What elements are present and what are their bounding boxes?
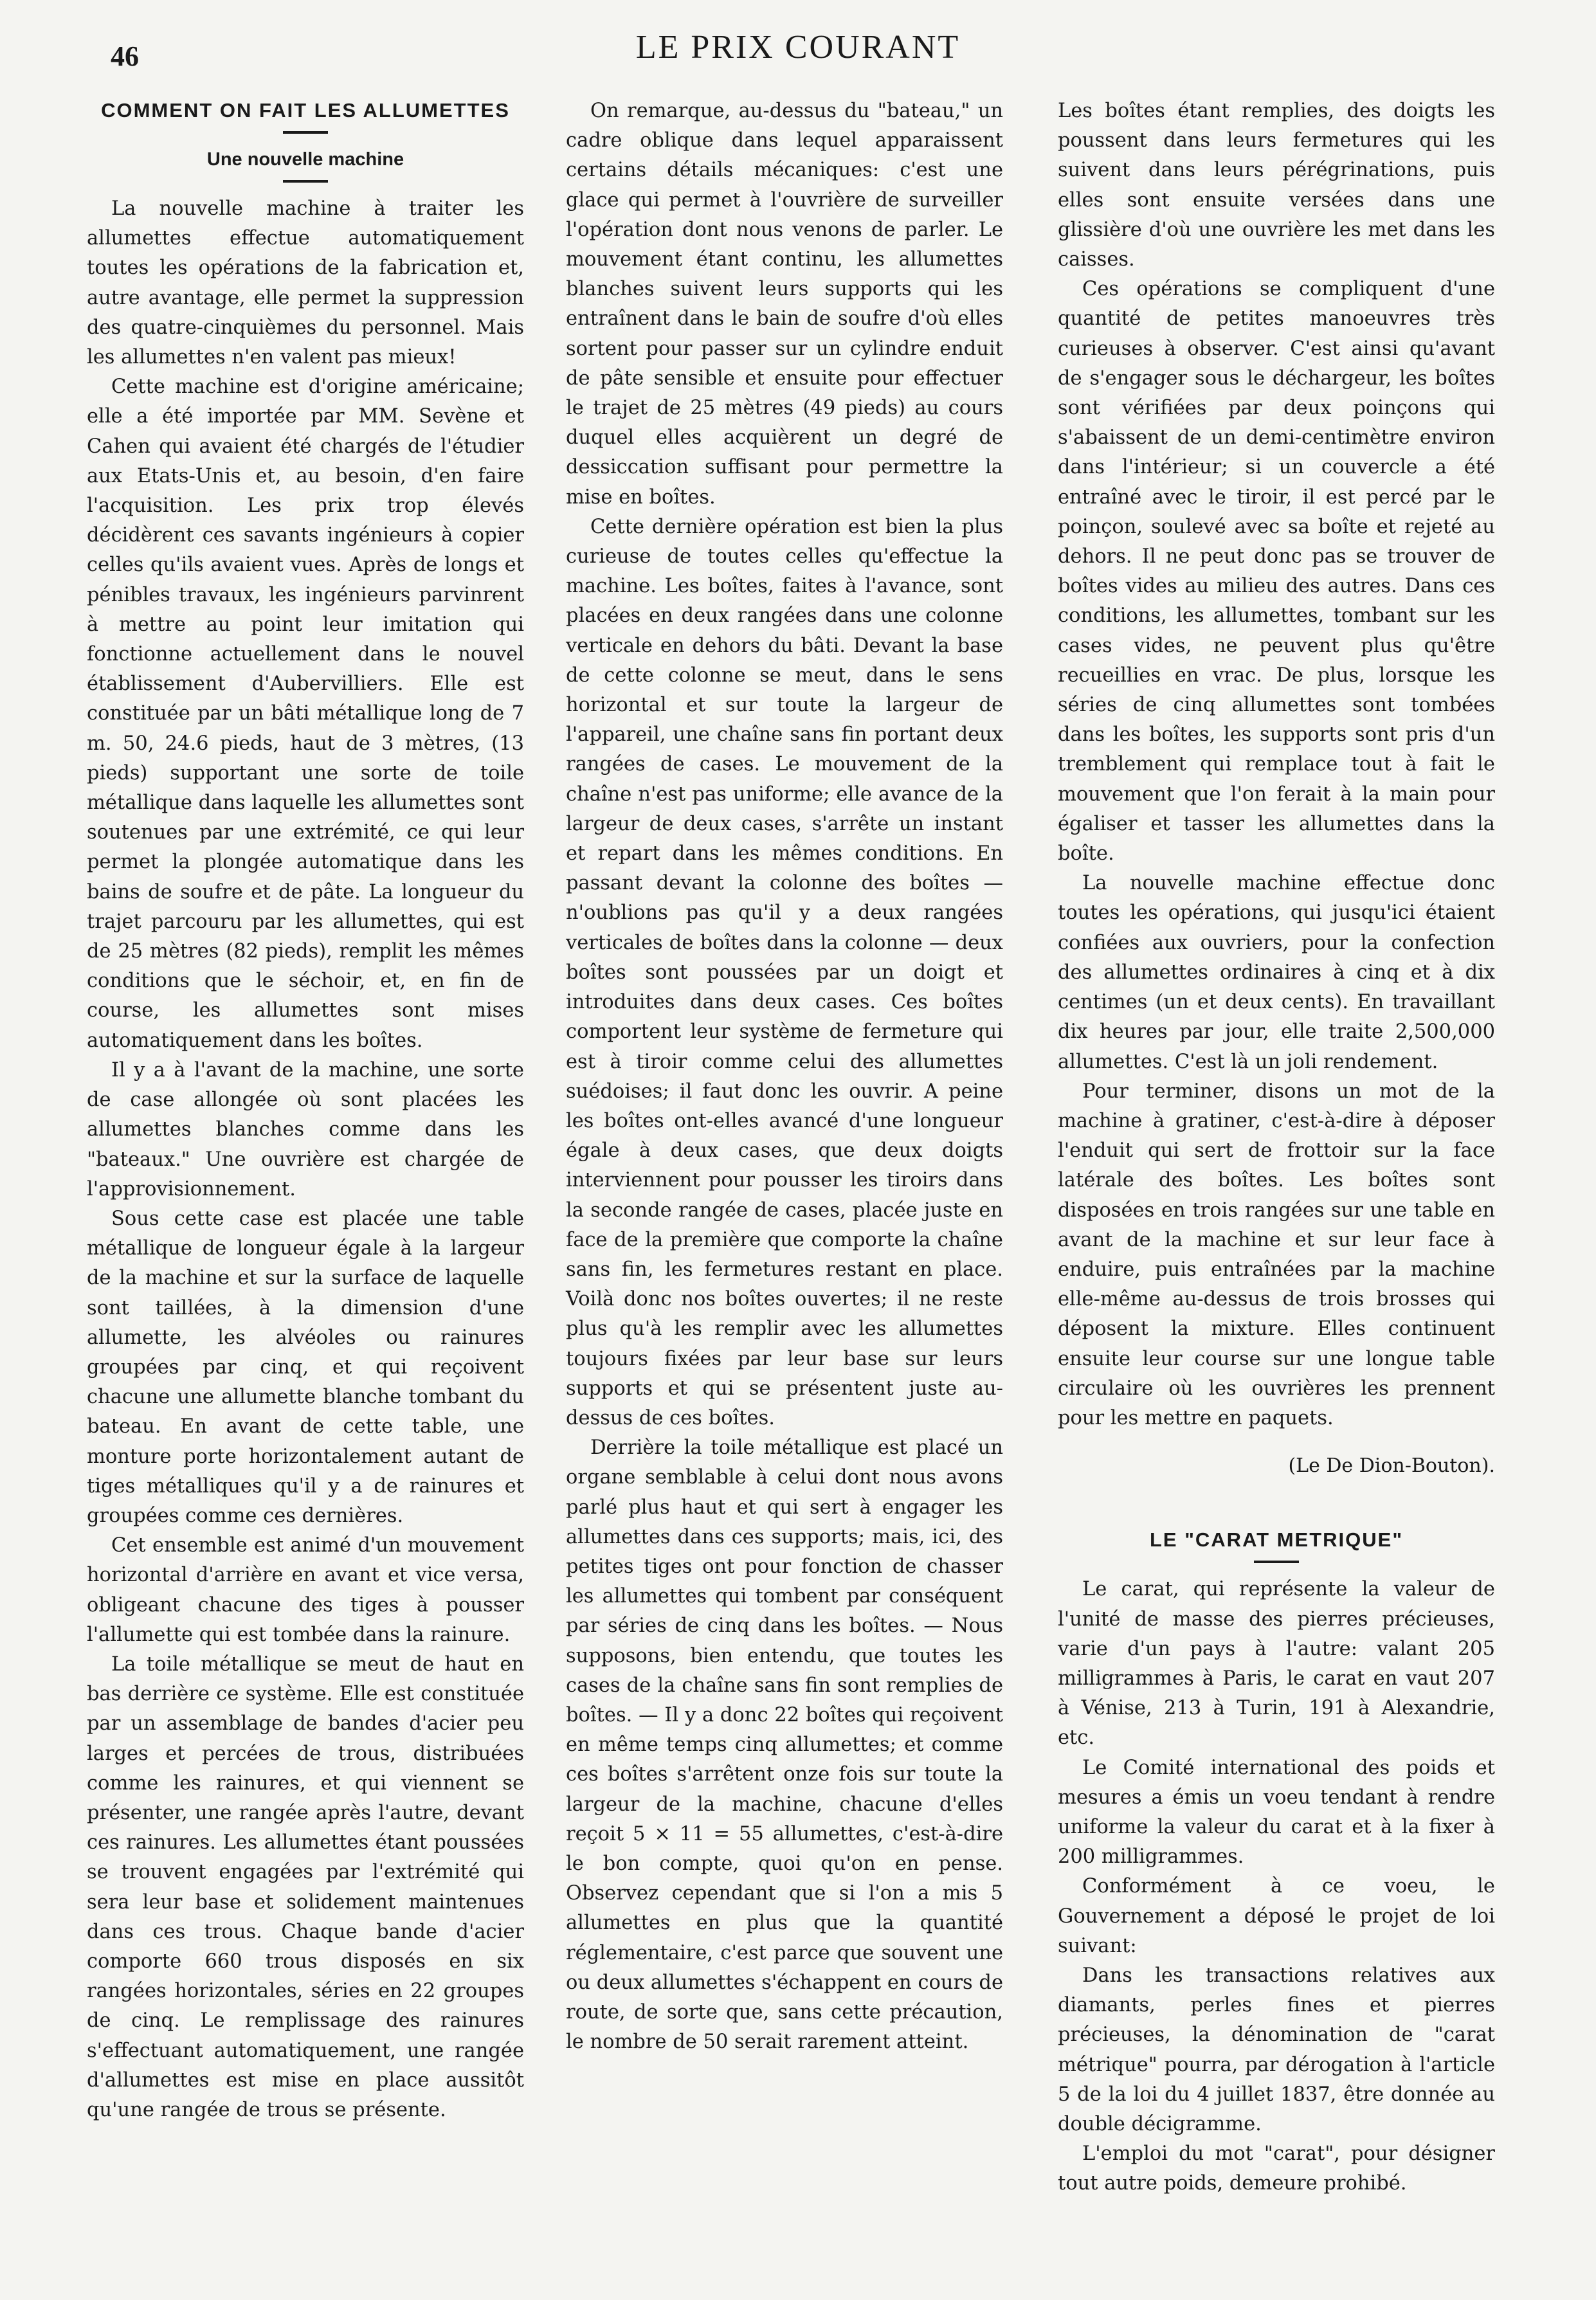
- column-3: [1058, 96, 1495, 2199]
- paragraph: Dans les transactions relatives aux diamants, perles fines et pierres précieuses, la dénomination de "carat métrique" pourra, par dérogation à l'article 5 de la loi du 4 juillet 1837, être donnée au double décigramme.: [1058, 1964, 1495, 2135]
- paragraph: Ces opérations se compliquent d'une quantité de petites manoeuvres très curieuses à observer. C'est ainsi qu'avant de s'engager sous le déchargeur, les boîtes sont vérifiées par deux poinçons qui s'abaissent de un demi-centimètre environ dans l'intérieur; si un couvercle a été entraîné avec le tiroir, il est percé par le poinçon, soulevé avec sa boîte et rejeté au dehors. Il ne peut donc pas se trouver de boîtes vides au milieu des autres. Dans ces conditions, les allumettes, tombant sur les cases vides, ne peuvent plus qu'être recueillies en vrac. De plus, lorsque les séries de cinq allumettes sont tombées dans les boîtes, les supports sont pris d'un tremblement qui remplace tout à fait le mouvement que l'on ferait à la main pour égaliser et tasser les allumettes dans la boîte.: [1058, 278, 1495, 865]
- subtitle-rule: [283, 180, 328, 183]
- masthead: LE PRIX COURANT: [635, 29, 961, 66]
- column-1: [87, 96, 524, 2125]
- paragraph: L'emploi du mot "carat", pour désigner tout autre poids, demeure prohibé.: [1058, 2142, 1495, 2195]
- title-rule: [1254, 1561, 1299, 1563]
- article-signature: (Le De Dion-Bouton).: [1288, 1454, 1495, 1478]
- paragraph: Cette dernière opération est bien la plus curieuse de toutes celles qu'effectue la machine. Les boîtes, faites à l'avance, sont placées en deux rangées dans une colonne verticale en dehors du bâti. Devant la base de cette colonne se meut, dans le sens horizontal et sur toute la largeur de l'appareil, une chaîne sans fin portant deux rangées de cases. Le mouvement de la chaîne n'est pas uniforme; elle avance de la largeur de deux cases, s'arrête un instant et repart dans les mêmes conditions. En passant devant la colonne des boîtes — n'oublions pas qu'il y a deux rangées verticales de boîtes dans la colonne — deux boîtes sont poussées par un doigt et introduites dans deux cases. Ces boîtes comportent leur système de fermeture qui est à tiroir comme celui des allumettes suédoises; il faut donc les ouvrir. A peine les boîtes ont-elles avancé d'une longueur égale à deux cases, que deux doigts interviennent pour pousser les tiroirs dans la seconde rangée de cases, placée juste en face de la première que comporte la chaîne sans fin, les fermetures restant en place. Voilà donc nos boîtes ouvertes; il ne reste plus qu'à les remplir avec les allumettes toujours fixées par leur base sur leurs supports et qui se présentent juste au-dessus de ces boîtes.: [566, 515, 1003, 1429]
- paragraph: La nouvelle machine à traiter les allumettes effectue automatiquement toutes les opérations de la fabrication et, autre avantage, elle permet la suppression des quatre-cinquièmes du personnel. Mais les allumettes n'en valent pas mieux!: [87, 197, 524, 369]
- paragraph: Conformément à ce voeu, le Gouvernement a déposé le projet de loi suivant:: [1058, 1875, 1495, 1957]
- paragraph: Les boîtes étant remplies, des doigts les poussent dans leurs fermetures qui les suivent dans leurs pérégrinations, puis elles sont ensuite versées dans une glissière d'où une ouvrière les met dans les caisses.: [1058, 100, 1495, 271]
- title-rule: [283, 131, 328, 134]
- page-number: 46: [111, 41, 139, 72]
- paragraph: Cette machine est d'origine américaine; elle a été importée par MM. Sevène et Cahen qui avaient été chargés de l'étudier aux Etats-Unis et, au besoin, d'en faire l'acquisition. Les prix trop élevés décidèrent ces savants ingénieurs à copier celles qu'ils avaient vues. Après de longs et pénibles travaux, les ingénieurs parvinrent à mettre au point leur imitation qui fonctionne actuellement dans le nouvel établissement d'Aubervilliers. Elle est constituée par un bâti métallique long de 7 m. 50, 24.6 pieds, haut de 3 mètres, (13 pieds) supportant une sorte de toile métallique dans laquelle les allumettes sont soutenues par une extrémité, ce qui leur permet la plongée automatique dans les bains de soufre et de pâte. La longueur du trajet parcouru par les allumettes, qui est de 25 mètres (82 pieds), remplit les mêmes conditions que le séchoir, et, en fin de course, les allumettes sont mises automatiquement dans les boîtes.: [87, 376, 524, 1052]
- paragraph: Sous cette case est placée une table métallique de longueur égale à la largeur de la machine et sur la surface de laquelle sont taillées, à la dimension d'une allumette, les alvéoles ou rainures groupées par cinq, et qui reçoivent chacune une allumette blanche tombant du bateau. En avant de cette table, une monture porte horizontalement autant de tiges métalliques qu'il y a de rainures et groupées comme ces dernières.: [87, 1207, 524, 1527]
- article-title: COMMENT ON FAIT LES ALLUMETTES: [101, 99, 510, 122]
- paragraph: On remarque, au-dessus du "bateau," un cadre oblique dans lequel apparaissent certains détails mécaniques: c'est une glace qui permet à l'ouvrière de surveiller l'opération dont nous venons de parler. Le mouvement étant continu, les allumettes blanches suivent leurs supports qui les entraînent dans le bain de soufre d'où elles sortent pour passer sur un cylindre enduit de pâte sensible et ensuite pour effectuer le trajet de 25 mètres (49 pieds) au cours duquel elles acquièrent un degré de dessiccation suffisant pour permettre la mise en boîtes.: [566, 100, 1003, 509]
- paragraph: Cet ensemble est animé d'un mouvement horizontal d'arrière en avant et vice versa, obligeant chacune des tiges à pousser l'allumette qui est tombée dans la rainure.: [87, 1534, 524, 1646]
- paragraph: Il y a à l'avant de la machine, une sorte de case allongée où sont placées les allumettes blanches comme dans les "bateaux." Une ouvrière est chargée de l'approvisionnement.: [87, 1058, 524, 1200]
- article-title: LE "CARAT METRIQUE": [1149, 1528, 1404, 1552]
- paragraph: La toile métallique se meut de haut en bas derrière ce système. Elle est constituée par un assemblage de bandes d'acier peu larges et percées de trous, distribuées comme les rainures, et qui viennent se présenter, une rangée après l'autre, devant ces rainures. Les allumettes étant poussées se trouvent engagées par l'extrémité qui sera leur base et solidement maintenues dans ces trous. Chaque bande d'acier comporte 660 trous disposés en six rangées horizontales, séries en 22 groupes de cinq. Le remplissage des rainures s'effectuant automatiquement, une rangée d'allumettes est mise en place aussitôt qu'une rangée de trous se présente.: [87, 1653, 524, 2121]
- paragraph: Le carat, qui représente la valeur de l'unité de masse des pierres précieuses, varie d'un pays à l'autre: valant 205 milligrammes à Paris, le carat en vaut 207 à Vénise, 213 à Turin, 191 à Alexandrie, etc.: [1058, 1578, 1495, 1750]
- paragraph: Pour terminer, disons un mot de la machine à gratiner, c'est-à-dire à déposer l'enduit qui sert de frottoir sur la face latérale des boîtes. Les boîtes sont disposées en trois rangées sur une table en avant de la machine et sur leur face à enduire, puis entraînées par la machine elle-même au-dessus de trois brosses qui déposent la mixture. Elles continuent ensuite leur course sur une longue table circulaire où les ouvrières les prennent pour les mettre en paquets.: [1058, 1080, 1495, 1429]
- paragraph: Derrière la toile métallique est placé un organe semblable à celui dont nous avons parlé plus haut et qui sert à engager les allumettes dans ces supports; mais, ici, des petites tiges ont pour fonction de chasser les allumettes qui tombent par conséquent par séries de cinq dans les boîtes. — Nous supposons, bien entendu, que toutes les cases de la chaîne sans fin sont remplies de boîtes. — Il y a donc 22 boîtes qui reçoivent en même temps cinq allumettes; et comme ces boîtes s'arrêtent onze fois sur toute la largeur de la machine, chacune d'elles reçoit 5 × 11 = 55 allumettes, c'est-à-dire le bon compte, quoi qu'on en pense. Observez cependant que si l'on a mis 5 allumettes en plus que la quantité réglementaire, c'est parce que souvent une ou deux allumettes s'échappent en cours de route, de sorte que, sans cette précaution, le nombre de 50 serait rarement atteint.: [566, 1436, 1003, 2054]
- paragraph: Le Comité international des poids et mesures a émis un voeu tendant à rendre uniforme la valeur du carat et à la fixer à 200 milligrammes.: [1058, 1756, 1495, 1869]
- column-2: [566, 96, 1003, 2057]
- paragraph: La nouvelle machine effectue donc toutes les opérations, qui jusqu'ici étaient confiées aux ouvriers, pour la confection des allumettes ordinaires à cinq et à dix centimes (un et deux cents). En travaillant dix heures par jour, elle traite 2,500,000 allumettes. C'est là un joli rendement.: [1058, 872, 1495, 1073]
- article-subtitle: Une nouvelle machine: [206, 149, 404, 170]
